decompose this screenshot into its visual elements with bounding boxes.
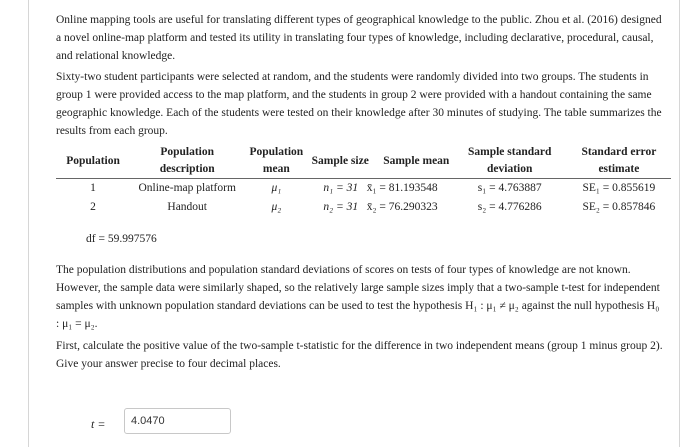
- study-paragraph: Sixty-two student participants were selected at random, and the students were randomly divided into two groups. The students in group 1 were provided access to the map platform, and the students in group 2 were provided with a handout containing the same geographic knowledge. Each of the students were tested on their knowledge after 30 minutes of studying. The table summarizes the results from each group.: [56, 71, 662, 137]
- table-header-row: [56, 144, 671, 179]
- cell-size-value: n₂ = 31: [323, 201, 359, 213]
- cell-mean: μ₁: [271, 182, 282, 194]
- results-table: [56, 144, 671, 217]
- instruction-paragraph: First, calculate the positive value of the two-sample t-statistic for the difference in two independent means (group 1 minus group 2). Give your answer precise to four decimal places.: [56, 340, 663, 370]
- t-statistic-input[interactable]: 4.0470: [124, 408, 231, 434]
- header-description: Population description: [159, 146, 215, 175]
- intro-paragraph: Online mapping tools are useful for translating different types of geographical knowledge to the public. Zhou et al. (2016) designed a novel online-map platform and tested its utility in translating four types of knowledge, including declarative, procedural, causal, and relational knowledge.: [56, 14, 662, 62]
- assumption-paragraph: The population distributions and population standard deviations of scores on tests of four types of knowledge are not known. However, the sample data were similarly shaped, so the relatively large sample sizes imply that a two-sample t-test for independent samples with unknown population standard deviations can be used to test the hypothesis H₁ : μ₁ ≠ μ₂ against the null hypothesis H₀ : μ₁ = μ₂.: [56, 264, 660, 330]
- cell-se: SE₂ = 0.857846: [582, 201, 656, 213]
- cell-sample-mean: x̄₁ = 81.193548: [366, 182, 438, 194]
- header-se: Standard error estimate: [581, 146, 657, 175]
- cell-sd: s₁ = 4.763887: [477, 182, 542, 194]
- answer-label: t =: [91, 417, 106, 431]
- cell-mean: μ₂: [271, 201, 282, 213]
- table-row: [56, 179, 671, 199]
- cell-description: Online-map platform: [138, 182, 236, 194]
- header-sample-mean-label: Sample mean: [383, 154, 450, 167]
- header-mean: Population mean: [249, 146, 304, 175]
- cell-size: [308, 179, 452, 199]
- cell-sd: s₂ = 4.776286: [477, 201, 542, 213]
- table-row: [56, 198, 671, 217]
- cell-description: Handout: [167, 201, 207, 213]
- degrees-of-freedom: df = 59.997576: [86, 233, 157, 245]
- header-population: Population: [66, 154, 120, 167]
- header-size-label: Sample size: [311, 154, 369, 167]
- cell-population: 1: [90, 182, 96, 194]
- cell-population: 2: [90, 201, 96, 213]
- cell-size-value: n₁ = 31: [323, 182, 359, 194]
- cell-se: SE₁ = 0.855619: [582, 182, 656, 194]
- problem-panel: [28, 0, 680, 447]
- header-size: [308, 144, 452, 179]
- header-sd: Sample standard deviation: [467, 146, 552, 175]
- cell-size: [308, 198, 452, 217]
- cell-sample-mean: x̄₂ = 76.290323: [366, 201, 438, 213]
